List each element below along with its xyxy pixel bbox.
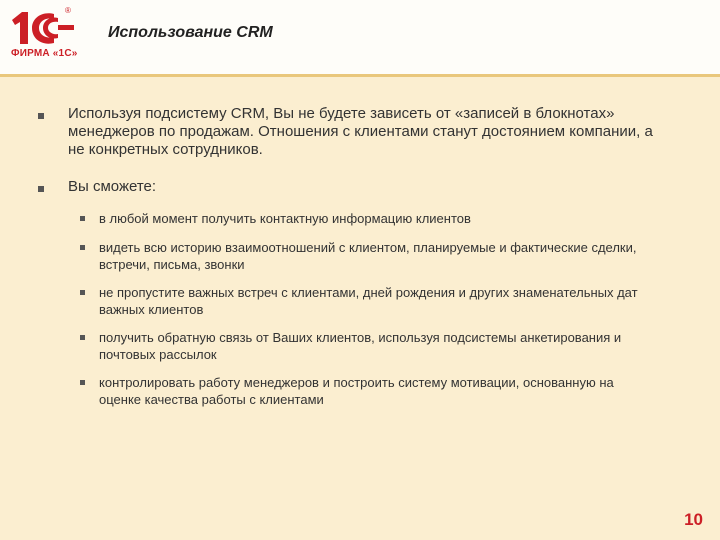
sub-bullet-text: контролировать работу менеджеров и построить систему мотивации, основанную на оценке качества работы с клиентами [99,375,614,407]
sub-bullet-text: не пропустите важных встреч с клиентами, дней рождения и других знаменательных дат важных клиентов [99,285,638,317]
bullet-text: Используя подсистему CRM, Вы не будете зависеть от «записей в блокнотах» менеджеров по продажам. Отношения с клиентами станут достоянием компании, а не конкретных сотрудников. [68,105,653,158]
sub-bullet-text: в любой момент получить контактную информацию клиентов [99,211,471,226]
bullet-square-icon [38,186,44,192]
sub-bullet-square-icon [80,245,85,250]
header-divider [0,74,720,77]
sub-bullet-text: получить обратную связь от Ваших клиентов, используя подсистемы анкетирования и почтовых рассылок [99,330,622,362]
slide-header [0,0,720,74]
sub-bullet-square-icon [80,290,85,295]
sub-bullet-text: видеть всю историю взаимоотношений с клиентом, планируемые и фактические сделки, встречи, письма, звонки [99,240,637,272]
bullet-text: Вы сможете: [68,178,157,195]
bullet-square-icon [38,113,44,119]
sub-bullet-square-icon [80,380,85,385]
sub-bullet-square-icon [80,216,85,221]
logo-caption: ФИРМА «1С» [11,48,78,59]
company-logo [8,6,80,66]
registered-mark: ® [65,6,71,15]
page-title: Использование CRM [108,24,273,41]
sub-bullet-square-icon [80,335,85,340]
page-number: 10 [684,510,703,529]
